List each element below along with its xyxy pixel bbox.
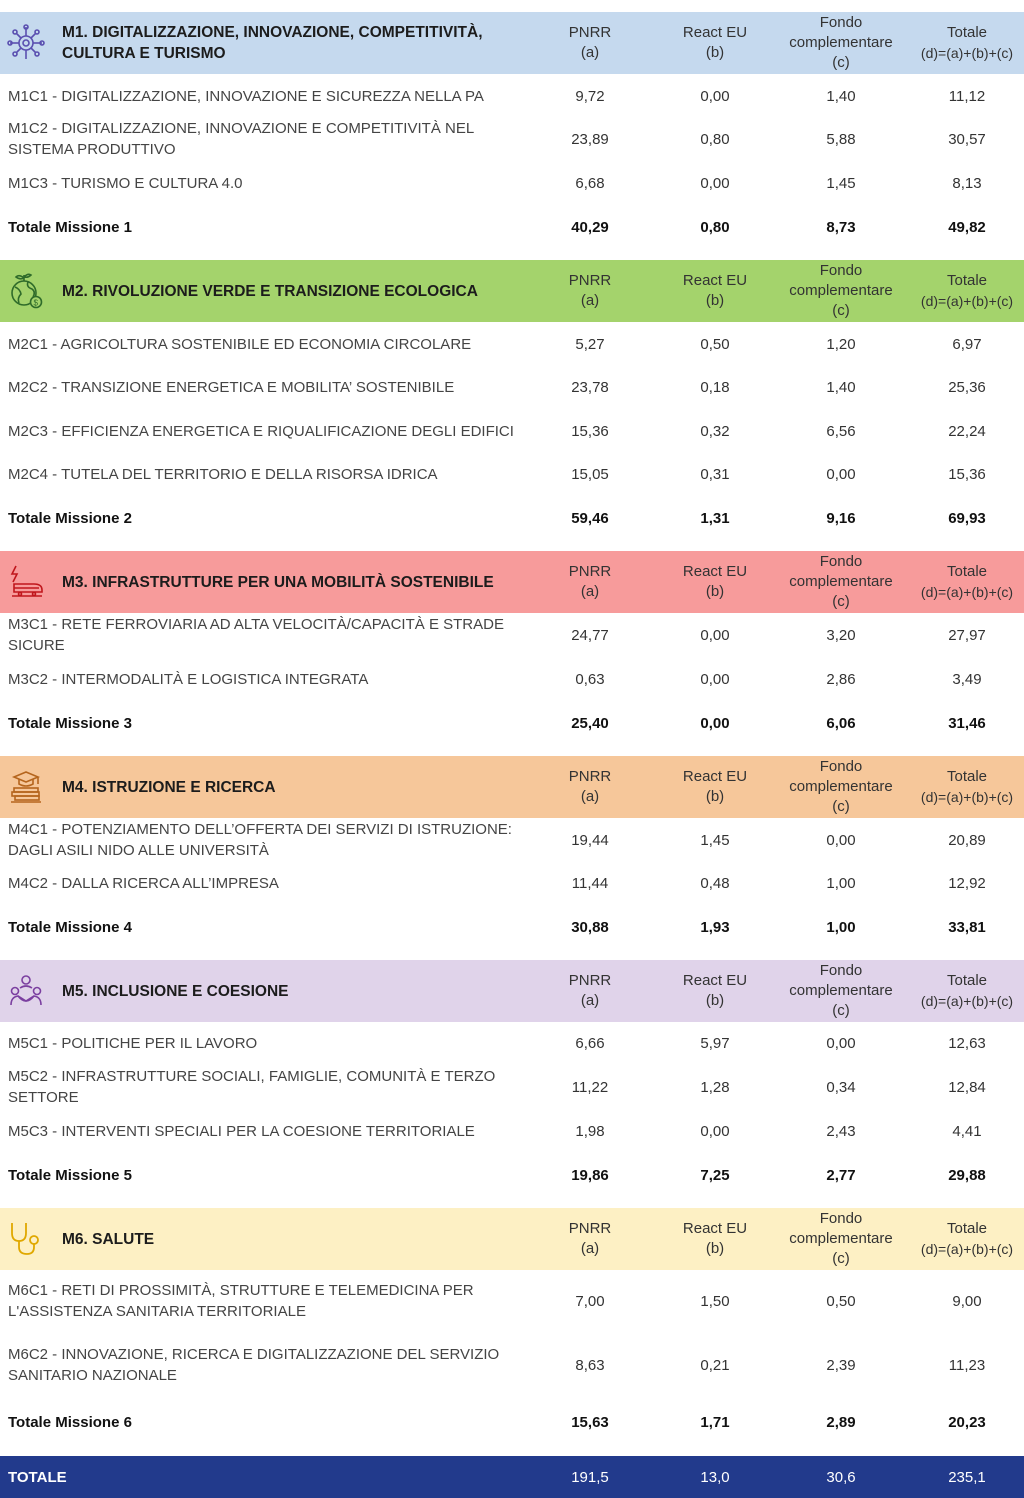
col-fondo-header: Fondo complementare (c): [789, 1210, 893, 1267]
pnrr-value: 11,44: [571, 875, 609, 892]
col-pnrr-header: PNRR (a): [568, 768, 612, 805]
svg-text:$: $: [33, 298, 38, 308]
row-label: M6C1 - RETI DI PROSSIMITÀ, STRUTTURE E TELEMEDICINA PER L'ASSISTENZA SANITARIA TERRITORIALE: [8, 1282, 474, 1320]
react-value: 0,00: [700, 87, 730, 105]
col-pnrr-header: PNRR (a): [568, 972, 612, 1009]
row-label: M5C2 - INFRASTRUTTURE SOCIALI, FAMIGLIE, COMUNITÀ E TERZO SETTORE: [8, 1068, 496, 1106]
pnrr-total: 19,86: [571, 1166, 609, 1184]
pnrr-value: 7,00: [575, 1292, 605, 1310]
fondo-value: 3,20: [826, 626, 856, 644]
mission-title: M4. ISTRUZIONE E RICERCA: [62, 778, 276, 796]
col-totale-header: Totale (d)=(a)+(b)+(c): [920, 768, 1014, 805]
pnrr-value: 0,63: [575, 670, 605, 688]
pnrr-value: 23,89: [571, 130, 609, 148]
col-fondo-header: Fondo complementare (c): [789, 553, 893, 610]
row-label: M4C2 - DALLA RICERCA ALL’IMPRESA: [8, 875, 279, 892]
col-pnrr-header: PNRR (a): [568, 24, 612, 61]
total-value: 20,89: [948, 831, 986, 849]
fondo-value: 0,00: [826, 1035, 856, 1052]
react-value: 5,97: [700, 1035, 730, 1052]
fondo-value: 2,39: [826, 1356, 856, 1374]
col-fondo-header: Fondo complementare (c): [789, 14, 893, 71]
react-total: 1,93: [700, 918, 730, 936]
react-total: 0,00: [700, 714, 730, 732]
grand-total-value: 20,23: [948, 1413, 986, 1431]
col-react-header: React EU (b): [682, 24, 748, 61]
mission-2-header: [0, 260, 1024, 322]
col-react-header: React EU (b): [682, 272, 748, 309]
mission-4-header: [0, 756, 1024, 818]
mission-title: M1. DIGITALIZZAZIONE, INNOVAZIONE, COMPETITIVITÀ, CULTURA E TURISMO: [62, 24, 483, 62]
table-row: [0, 1109, 1024, 1153]
mission-total-row: [0, 905, 1024, 949]
react-total: 7,25: [700, 1166, 730, 1184]
table-row: [0, 1065, 1024, 1109]
table-row: [0, 1022, 1024, 1065]
react-value: 0,21: [700, 1356, 730, 1374]
col-totale-header: Totale (d)=(a)+(b)+(c): [920, 272, 1014, 309]
pnrr-total: 59,46: [571, 510, 609, 527]
pnrr-total: 30,88: [571, 918, 609, 936]
fondo-value: 0,50: [826, 1292, 856, 1310]
fondo-value: 0,00: [826, 831, 856, 849]
fondo-value: 1,20: [826, 335, 856, 353]
stethoscope-icon: [6, 1219, 46, 1259]
fondo-value: 2,43: [826, 1122, 856, 1140]
total-value: 12,92: [948, 875, 986, 892]
react-value: 0,00: [700, 174, 730, 192]
react-grand-total: 13,0: [700, 1468, 730, 1486]
fondo-total: 1,00: [826, 918, 856, 936]
react-value: 0,48: [700, 875, 730, 892]
table-row: [0, 1332, 1024, 1398]
total-value: 9,00: [952, 1292, 982, 1310]
table-row: [0, 409, 1024, 453]
mission-total-row: [0, 1153, 1024, 1197]
fondo-grand-total: 30,6: [826, 1468, 856, 1486]
row-label: M6C2 - INNOVAZIONE, RICERCA E DIGITALIZZAZIONE DEL SERVIZIO SANITARIO NAZIONALE: [8, 1346, 500, 1384]
react-total: 1,71: [700, 1413, 730, 1431]
fondo-value: 6,56: [826, 422, 856, 440]
row-label: M2C2 - TRANSIZIONE ENERGETICA E MOBILITA’ SOSTENIBILE: [8, 379, 455, 396]
table-row: [0, 453, 1024, 496]
total-value: 15,36: [948, 466, 986, 483]
pnrr-value: 23,78: [571, 379, 609, 396]
fondo-total: 2,77: [826, 1166, 856, 1184]
fondo-value: 0,34: [826, 1078, 856, 1096]
mission-total-row: [0, 496, 1024, 541]
react-value: 1,45: [700, 831, 730, 849]
col-pnrr-header: PNRR (a): [568, 563, 612, 600]
mission-total-row: [0, 205, 1024, 249]
green-globe-icon: [6, 271, 46, 311]
react-value: 1,50: [700, 1292, 730, 1310]
grand-total-value: 29,88: [948, 1166, 986, 1184]
pnrr-value: 15,05: [571, 466, 609, 483]
react-value: 1,28: [700, 1078, 730, 1096]
mission-5-header: [0, 960, 1024, 1022]
mission-title: M6. SALUTE: [62, 1230, 155, 1248]
row-label: M4C1 - POTENZIAMENTO DELL’OFFERTA DEI SERVIZI DI ISTRUZIONE: DAGLI ASILI NIDO ALLE UNIVERSITÀ: [8, 821, 512, 859]
fondo-value: 1,00: [826, 875, 856, 892]
col-totale-header: Totale (d)=(a)+(b)+(c): [920, 563, 1014, 600]
row-label: M2C4 - TUTELA DEL TERRITORIO E DELLA RISORSA IDRICA: [8, 466, 438, 483]
pnrr-total: 15,63: [571, 1413, 609, 1431]
row-label: M3C1 - RETE FERROVIARIA AD ALTA VELOCITÀ/CAPACITÀ E STRADE SICURE: [8, 616, 504, 654]
react-value: 0,18: [700, 379, 730, 396]
fondo-value: 1,40: [826, 379, 856, 396]
table-row: [0, 657, 1024, 701]
table-row: [0, 117, 1024, 161]
mission-3-header: [0, 551, 1024, 613]
react-value: 0,00: [700, 626, 730, 644]
total-label: Totale Missione 1: [8, 218, 132, 236]
grand-total-value: 49,82: [948, 218, 986, 236]
total-value: 11,12: [948, 87, 986, 105]
react-value: 0,31: [700, 466, 730, 483]
grand-total-value: 33,81: [948, 918, 986, 936]
col-react-header: React EU (b): [682, 768, 748, 805]
total-value: 8,13: [952, 174, 982, 192]
pnrr-grand-total: 191,5: [571, 1468, 609, 1486]
total-label: Totale Missione 3: [8, 714, 132, 732]
row-label: M2C3 - EFFICIENZA ENERGETICA E RIQUALIFICAZIONE DEGLI EDIFICI: [8, 422, 514, 440]
fondo-value: 0,00: [826, 466, 856, 483]
grand-total-value: 31,46: [948, 714, 986, 732]
table-row: [0, 75, 1024, 117]
grand-total-label: TOTALE: [8, 1468, 67, 1486]
fondo-value: 2,86: [826, 670, 856, 688]
pnrr-value: 1,98: [575, 1122, 605, 1140]
mission-total-row: [0, 1398, 1024, 1446]
mission-title: M5. INCLUSIONE E COESIONE: [62, 982, 289, 1000]
graduation-books-icon: [6, 767, 46, 807]
fondo-value: 1,45: [826, 174, 856, 192]
pnrr-value: 6,68: [575, 174, 605, 192]
col-fondo-header: Fondo complementare (c): [789, 262, 893, 319]
react-total: 1,31: [700, 510, 730, 527]
fondo-total: 2,89: [826, 1413, 856, 1431]
total-label: Totale Missione 5: [8, 1166, 132, 1184]
table-row: [0, 1270, 1024, 1332]
pnrr-value: 8,63: [575, 1356, 605, 1374]
col-pnrr-header: PNRR (a): [568, 272, 612, 309]
col-totale-header: Totale (d)=(a)+(b)+(c): [920, 972, 1014, 1009]
pnrr-value: 15,36: [571, 422, 609, 440]
react-value: 0,50: [700, 335, 730, 353]
total-label: Totale Missione 4: [8, 918, 132, 936]
community-hands-icon: [6, 971, 46, 1011]
fondo-value: 1,40: [826, 87, 856, 105]
pnrr-value: 9,72: [575, 87, 605, 105]
fondo-total: 9,16: [826, 510, 856, 527]
pnrr-value: 11,22: [571, 1078, 609, 1096]
col-react-header: React EU (b): [682, 972, 748, 1009]
react-value: 0,00: [700, 670, 730, 688]
col-fondo-header: Fondo complementare (c): [789, 758, 893, 815]
table-row: [0, 862, 1024, 905]
total-value: 25,36: [948, 379, 986, 396]
fondo-total: 8,73: [826, 218, 856, 236]
table-row: [0, 613, 1024, 657]
col-react-header: React EU (b): [682, 563, 748, 600]
table-row: [0, 818, 1024, 862]
table-row: [0, 322, 1024, 366]
total-value: 12,63: [948, 1035, 986, 1052]
grand-total-row: [0, 1456, 1024, 1498]
pnrr-value: 6,66: [575, 1035, 605, 1052]
total-value: 30,57: [948, 130, 986, 148]
pnrr-total: 40,29: [571, 218, 609, 236]
table-row: [0, 161, 1024, 205]
table-row: [0, 366, 1024, 409]
fondo-total: 6,06: [826, 714, 856, 732]
pnrr-total: 25,40: [571, 714, 609, 732]
total-label: Totale Missione 2: [8, 510, 132, 527]
digital-network-icon: [6, 23, 46, 63]
total-value: 4,41: [952, 1122, 982, 1140]
react-value: 0,80: [700, 130, 730, 148]
high-speed-train-icon: [6, 562, 46, 602]
react-value: 0,32: [700, 422, 730, 440]
react-total: 0,80: [700, 218, 730, 236]
row-label: M5C3 - INTERVENTI SPECIALI PER LA COESIONE TERRITORIALE: [8, 1122, 475, 1140]
total-value: 3,49: [952, 670, 982, 688]
grand-total-value: 69,93: [948, 510, 986, 527]
col-react-header: React EU (b): [682, 1220, 748, 1257]
row-label: M5C1 - POLITICHE PER IL LAVORO: [8, 1035, 258, 1052]
pnrr-value: 5,27: [575, 335, 605, 353]
total-value: 6,97: [952, 335, 982, 353]
total-value: 11,23: [948, 1356, 986, 1374]
total-value: 22,24: [948, 422, 986, 440]
col-totale-header: Totale (d)=(a)+(b)+(c): [920, 1220, 1014, 1257]
mission-1-header: [0, 12, 1024, 74]
mission-title: M3. INFRASTRUTTURE PER UNA MOBILITÀ SOSTENIBILE: [62, 573, 494, 591]
total-value: 27,97: [948, 626, 986, 644]
mission-total-row: [0, 701, 1024, 745]
total-label: Totale Missione 6: [8, 1413, 132, 1431]
col-totale-header: Totale (d)=(a)+(b)+(c): [920, 24, 1014, 61]
col-fondo-header: Fondo complementare (c): [789, 962, 893, 1019]
row-label: M1C2 - DIGITALIZZAZIONE, INNOVAZIONE E COMPETITIVITÀ NEL SISTEMA PRODUTTIVO: [8, 120, 474, 158]
mission-6-header: [0, 1208, 1024, 1270]
mission-title: M2. RIVOLUZIONE VERDE E TRANSIZIONE ECOLOGICA: [62, 282, 478, 300]
row-label: M3C2 - INTERMODALITÀ E LOGISTICA INTEGRATA: [8, 670, 369, 688]
react-value: 0,00: [700, 1122, 730, 1140]
pnrr-value: 19,44: [571, 831, 609, 849]
col-pnrr-header: PNRR (a): [568, 1220, 612, 1257]
row-label: M1C3 - TURISMO E CULTURA 4.0: [8, 174, 243, 192]
pnrr-value: 24,77: [571, 626, 609, 644]
fondo-value: 5,88: [826, 130, 856, 148]
total-value: 12,84: [948, 1078, 986, 1096]
overall-grand-total: 235,1: [948, 1468, 986, 1486]
row-label: M2C1 - AGRICOLTURA SOSTENIBILE ED ECONOMIA CIRCOLARE: [8, 335, 472, 353]
row-label: M1C1 - DIGITALIZZAZIONE, INNOVAZIONE E SICUREZZA NELLA PA: [8, 87, 484, 105]
